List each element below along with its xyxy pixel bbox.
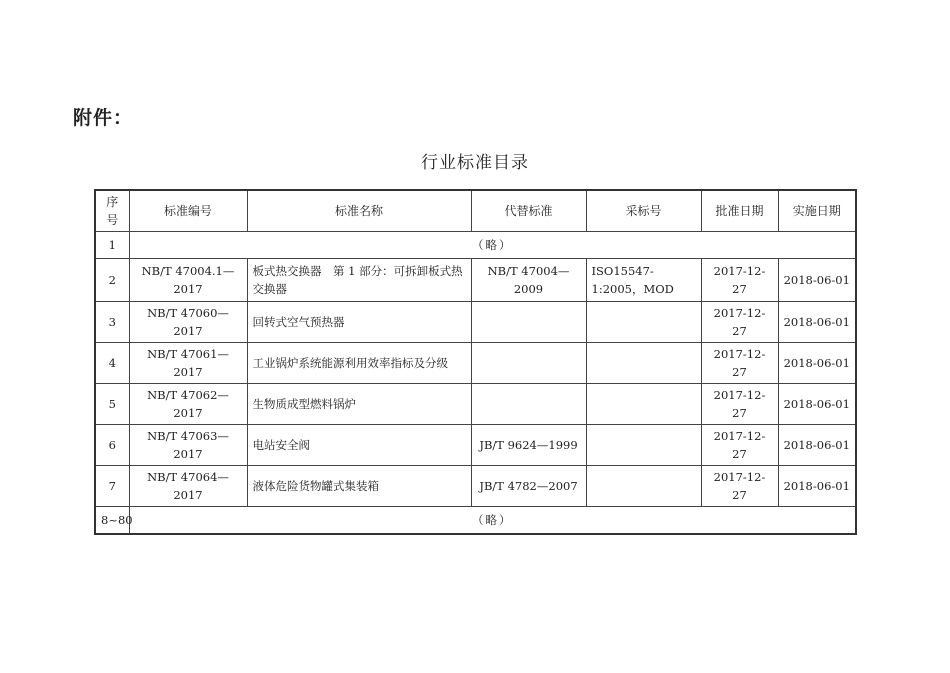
cell-code: NB/T 47064—2017 (129, 466, 247, 507)
cell-effective: 2018-06-01 (778, 302, 856, 343)
header-replaces: 代替标准 (471, 190, 586, 232)
cell-no: 5 (95, 384, 129, 425)
cell-no: 6 (95, 425, 129, 466)
header-approved: 批准日期 (701, 190, 778, 232)
attachment-label: 附件： (73, 107, 134, 129)
cell-name: 生物质成型燃料锅炉 (247, 384, 471, 425)
cell-code: NB/T 47061—2017 (129, 343, 247, 384)
cell-code: NB/T 47062—2017 (129, 384, 247, 425)
cell-name: 板式热交换器 第 1 部分：可拆卸板式热交换器 (247, 259, 471, 302)
cell-code: NB/T 47004.1—2017 (129, 259, 247, 302)
cell-approved: 2017-12-27 (701, 302, 778, 343)
cell-no: 4 (95, 343, 129, 384)
cell-replaces (471, 302, 586, 343)
table-row (95, 232, 856, 259)
cell-approved: 2017-12-27 (701, 466, 778, 507)
cell-adopted (586, 425, 701, 466)
cell-effective: 2018-06-01 (778, 425, 856, 466)
table-header-row (95, 190, 856, 232)
cell-adopted: ISO15547-1:2005，MOD (586, 259, 701, 302)
table-row (95, 384, 856, 425)
table-row (95, 466, 856, 507)
page-title: 行业标准目录 (421, 153, 529, 173)
table-row (95, 343, 856, 384)
cell-approved: 2017-12-27 (701, 343, 778, 384)
cell-effective: 2018-06-01 (778, 343, 856, 384)
cell-effective: 2018-06-01 (778, 259, 856, 302)
cell-replaces: JB/T 9624—1999 (471, 425, 586, 466)
cell-no: 2 (95, 259, 129, 302)
cell-no: 3 (95, 302, 129, 343)
header-adopted: 采标号 (586, 190, 701, 232)
cell-name: 回转式空气预热器 (247, 302, 471, 343)
cell-adopted (586, 302, 701, 343)
cell-effective: 2018-06-01 (778, 466, 856, 507)
cell-name: 电站安全阀 (247, 425, 471, 466)
cell-approved: 2017-12-27 (701, 384, 778, 425)
cell-omitted: （略） (129, 232, 856, 259)
table-row (95, 507, 856, 535)
cell-adopted (586, 343, 701, 384)
cell-approved: 2017-12-27 (701, 425, 778, 466)
header-code: 标准编号 (129, 190, 247, 232)
cell-no: 8~80 (95, 507, 129, 535)
header-no: 序号 (95, 190, 129, 232)
cell-name: 液体危险货物罐式集装箱 (247, 466, 471, 507)
cell-effective: 2018-06-01 (778, 384, 856, 425)
cell-no: 7 (95, 466, 129, 507)
cell-adopted (586, 384, 701, 425)
header-effective: 实施日期 (778, 190, 856, 232)
standards-table (94, 189, 857, 535)
cell-replaces: JB/T 4782—2007 (471, 466, 586, 507)
table-row (95, 302, 856, 343)
header-name: 标准名称 (247, 190, 471, 232)
cell-omitted: （略） (129, 507, 856, 535)
table-row (95, 259, 856, 302)
cell-name: 工业锅炉系统能源利用效率指标及分级 (247, 343, 471, 384)
cell-approved: 2017-12-27 (701, 259, 778, 302)
cell-adopted (586, 466, 701, 507)
cell-replaces: NB/T 47004—2009 (471, 259, 586, 302)
table-row (95, 425, 856, 466)
cell-code: NB/T 47063—2017 (129, 425, 247, 466)
cell-replaces (471, 343, 586, 384)
cell-no: 1 (95, 232, 129, 259)
cell-replaces (471, 384, 586, 425)
cell-code: NB/T 47060—2017 (129, 302, 247, 343)
